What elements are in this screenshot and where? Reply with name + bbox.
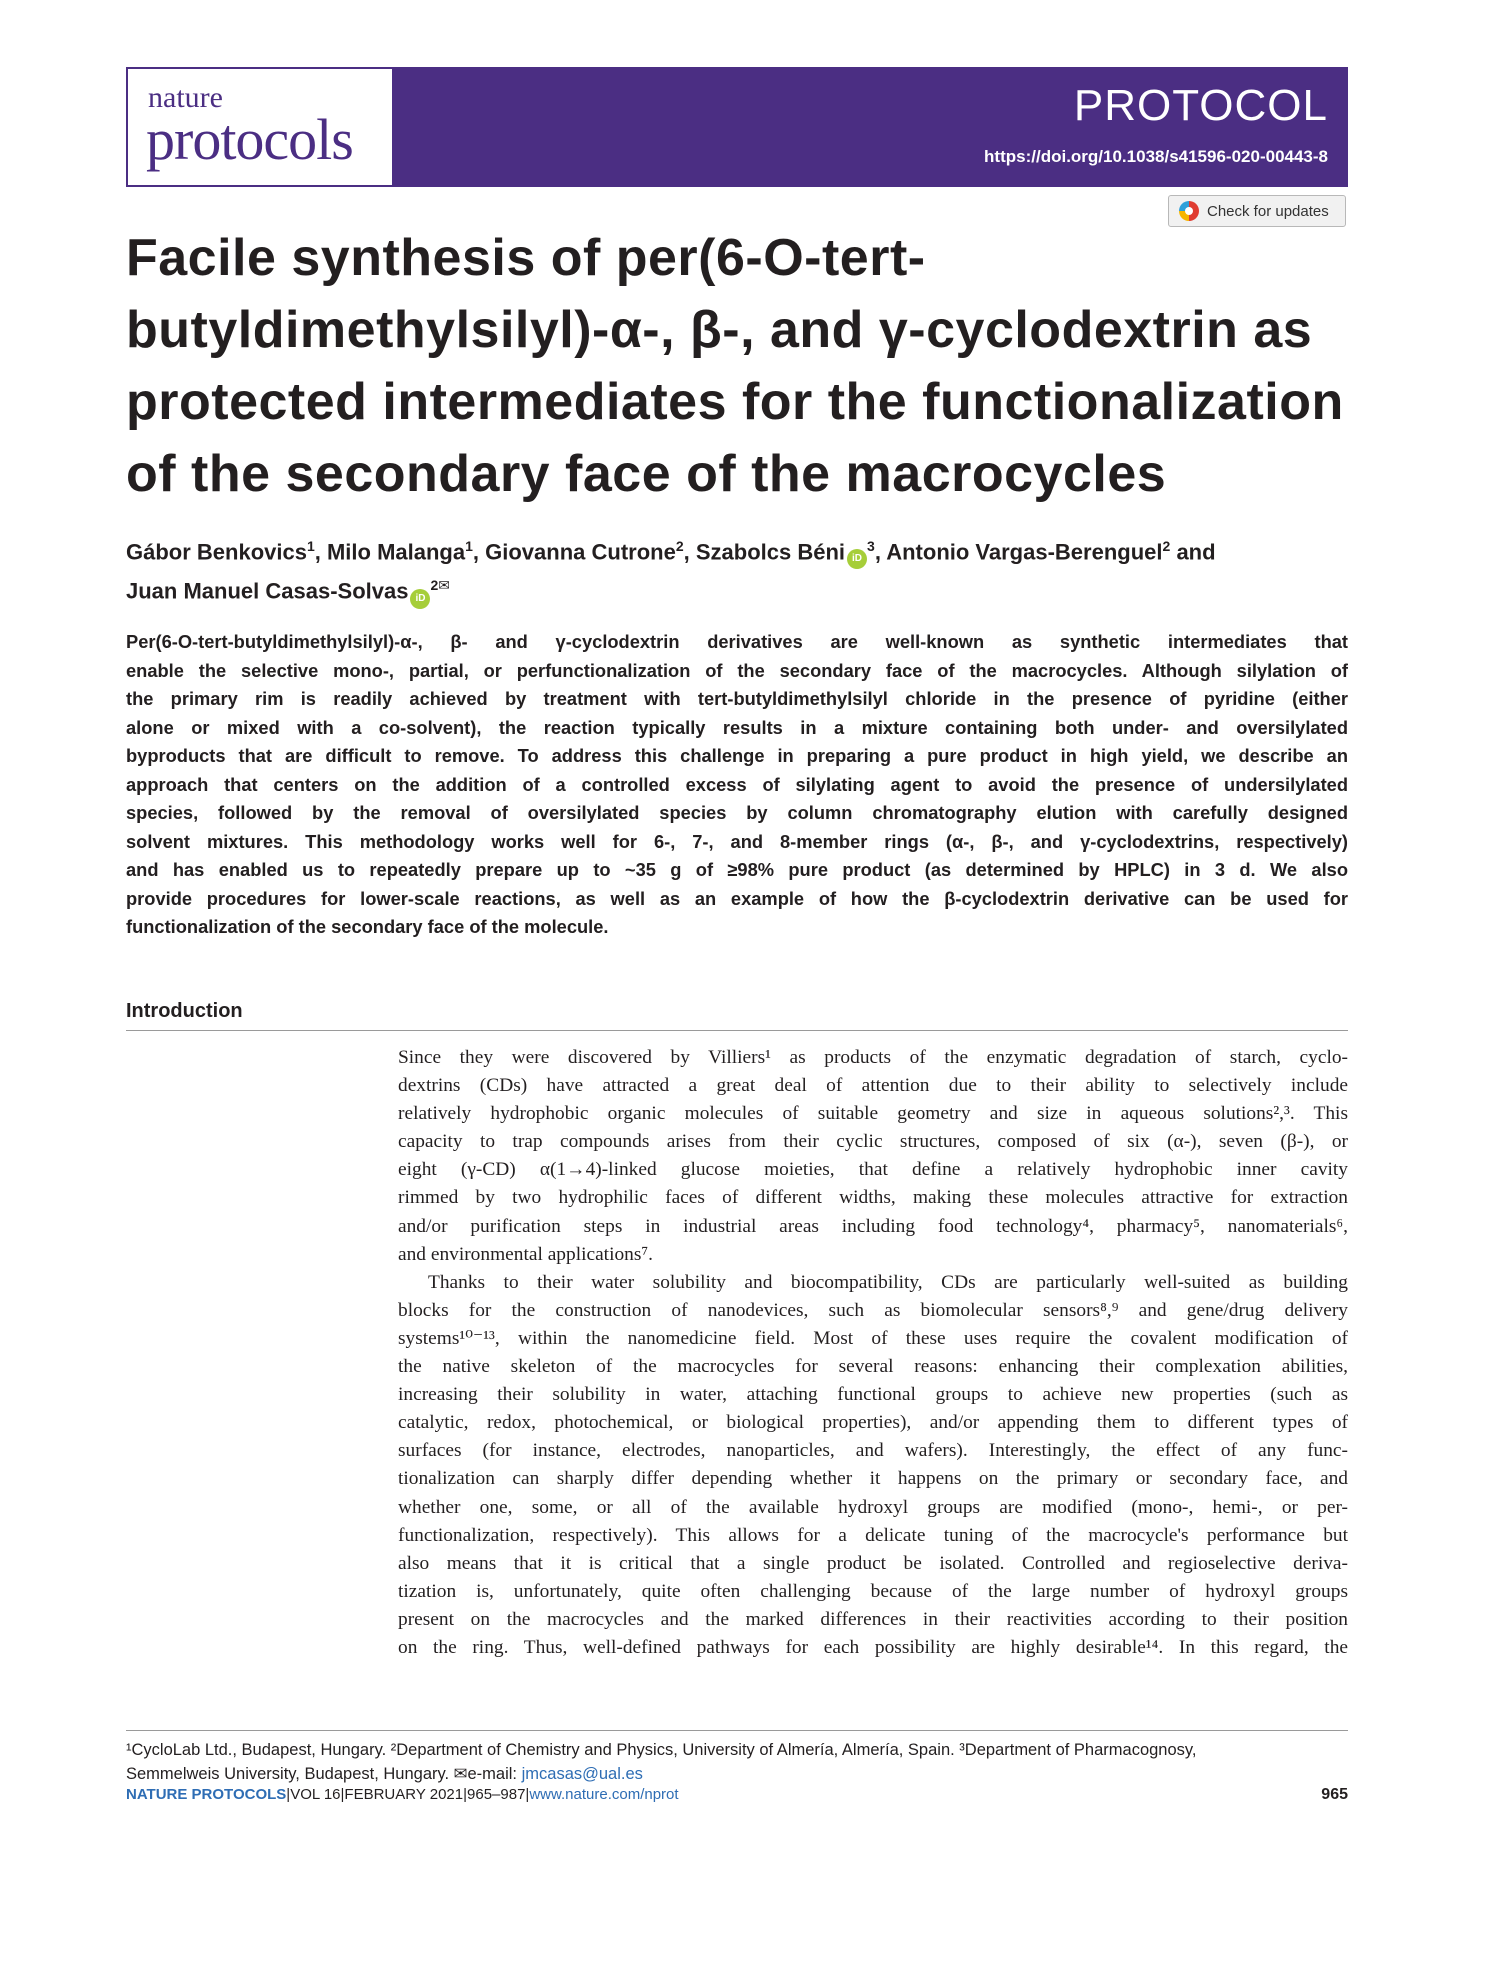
author-name[interactable]: Juan Manuel Casas-Solvas: [126, 578, 409, 604]
body-line: increasing their solubility in water, attaching functional groups to achieve new properties (such as: [398, 1384, 1348, 1406]
body-line: whether one, some, or all of the available hydroxyl groups are modified (mono-, hemi-, or per-: [398, 1496, 1348, 1518]
crossmark-icon: [1179, 201, 1199, 221]
body-line: surfaces (for instance, electrodes, nanoparticles, and wafers). Interestingly, the effect of any func-: [398, 1440, 1348, 1462]
author-name[interactable]: Milo Malanga: [326, 539, 466, 565]
article-title: [126, 222, 1356, 510]
affiliations-footnote: [126, 1738, 1348, 1786]
section-divider: [126, 1030, 1348, 1031]
orcid-icon[interactable]: iD: [847, 549, 867, 569]
abstract-line: byproducts that are difficult to remove. To address this challenge in preparing a pure product in high yield, we describe an: [126, 745, 1348, 766]
author-name[interactable]: Antonio Vargas-Berenguel: [886, 539, 1163, 565]
affiliation-mark: 2: [1162, 538, 1171, 554]
body-line: also means that it is critical that a single product be isolated. Controlled and regioselective deriva-: [398, 1552, 1348, 1574]
body-line: Thanks to their water solubility and biocompatibility, CDs are particularly well-suited as building: [428, 1271, 1348, 1293]
check-for-updates-label: Check for updates: [1207, 202, 1329, 220]
body-line: dextrins (CDs) have attracted a great deal of attention due to their ability to selectively include: [398, 1075, 1348, 1097]
abstract-line: and has enabled us to repeatedly prepare up to ~35 g of ≥98% pure product (as determined by HPLC) in 3 d. We also: [126, 859, 1348, 880]
email-link[interactable]: jmcasas@ual.es: [521, 1765, 643, 1783]
section-heading-introduction: Introduction: [126, 1000, 243, 1022]
author-conjunction: and: [1176, 539, 1216, 565]
footer-volume: VOL 16: [290, 1786, 341, 1803]
abstract-line: Per(6-O-tert-butyldimethylsilyl)-α-, β- and γ-cyclodextrin derivatives are well-known as synthetic intermediates that: [126, 631, 1348, 652]
body-line: functionalization, respectively). This allows for a delicate tuning of the macrocycle's performance but: [398, 1524, 1348, 1546]
body-line: eight (γ-CD) α(1→4)-linked glucose moieties, that define a relatively hydrophobic inner cavity: [398, 1159, 1348, 1181]
body-line: tization is, unfortunately, quite often challenging because of the large number of hydroxyl groups: [398, 1580, 1348, 1602]
affiliation-mark: 2: [675, 538, 684, 554]
footer-separator: |: [286, 1786, 291, 1803]
abstract-line: approach that centers on the addition of a controlled excess of silylating agent to avoid the presence of undersilylated: [126, 773, 1348, 795]
orcid-icon[interactable]: iD: [410, 589, 430, 609]
affiliation-mark: 1: [306, 538, 315, 554]
abstract-line: alone or mixed with a co-solvent), the reaction typically results in a mixture containing both under- and oversilylated: [126, 716, 1348, 738]
affiliation-mark: 3: [867, 538, 875, 554]
affiliation-mark: 1: [465, 538, 473, 554]
footer-journal: NATURE PROTOCOLS: [126, 1786, 287, 1803]
body-line: and environmental applications⁷.: [398, 1243, 653, 1265]
body-line: Since they were discovered by Villiers¹ as products of the enzymatic degradation of starch, cyclo-: [398, 1047, 1348, 1068]
author-name[interactable]: Szabolcs Béni: [695, 539, 846, 565]
author-name[interactable]: Giovanna Cutrone: [485, 539, 676, 565]
abstract-line: species, followed by the removal of oversilylated species by column chromatography elution with carefully designed: [126, 802, 1348, 823]
logo-protocols-text: protocols: [146, 107, 353, 172]
title-line: protected intermediates for the functionalization: [126, 373, 1344, 431]
footer-pages: 965–987: [467, 1786, 526, 1803]
author-name[interactable]: Gábor Benkovics: [126, 539, 307, 565]
affiliation-mark: 2: [430, 577, 439, 594]
abstract-line: functionalization of the secondary face of the molecule.: [126, 916, 609, 937]
doi-link[interactable]: https://doi.org/10.1038/s41596-020-00443-8: [984, 147, 1328, 166]
journal-logo: [126, 67, 394, 187]
footnote-text: Semmelweis University, Budapest, Hungary. ✉e-mail:: [126, 1765, 522, 1783]
journal-url-link[interactable]: www.nature.com/nprot: [529, 1786, 679, 1803]
page-footer: [126, 1786, 1348, 1803]
body-line: present on the macrocycles and the marked differences in their reactivities according to their position: [398, 1608, 1348, 1630]
logo-nature-text: nature: [148, 81, 223, 114]
abstract-line: provide procedures for lower-scale reactions, as well as an example of how the β-cyclodextrin derivative can be used for: [126, 887, 1348, 909]
body-text: [398, 1044, 1348, 1662]
body-line: blocks for the construction of nanodevices, such as biomolecular sensors⁸,⁹ and gene/drug delivery: [398, 1299, 1348, 1321]
body-line: relatively hydrophobic organic molecules of suitable geometry and size in aqueous solutions²,³. This: [398, 1103, 1348, 1125]
footer-separator: |: [463, 1786, 468, 1803]
abstract: [126, 628, 1348, 942]
footnote-divider: [126, 1730, 1348, 1731]
body-line: rimmed by two hydrophilic faces of different widths, making these molecules attractive for extraction: [398, 1187, 1348, 1209]
body-line: catalytic, redox, photochemical, or biological properties), and/or appending them to different types of: [398, 1412, 1348, 1434]
footer-separator: |: [525, 1786, 530, 1803]
footnote-line: ¹CycloLab Ltd., Budapest, Hungary. ²Department of Chemistry and Physics, University of Almería, Almería, Spain. ³Department of Pharmacognosy,: [126, 1741, 1197, 1759]
abstract-line: the primary rim is readily achieved by treatment with tert-butyldimethylsilyl chloride in the presence of pyridine (either: [126, 688, 1348, 709]
footnote-line: [126, 1762, 1348, 1786]
body-line: and/or purification steps in industrial areas including food technology⁴, pharmacy⁵, nanomaterials⁶,: [398, 1215, 1348, 1237]
body-line: capacity to trap compounds arises from their cyclic structures, composed of six (α-), seven (β-), or: [398, 1131, 1348, 1153]
title-line: Facile synthesis of per(6-O-tert-: [126, 229, 926, 287]
body-line: the native skeleton of the macrocycles for several reasons: enhancing their complexation abilities,: [398, 1356, 1348, 1378]
abstract-line: solvent mixtures. This methodology works well for 6-, 7-, and 8-member rings (α-, β-, and γ-cyclodextrins, respectively): [126, 830, 1348, 852]
abstract-line: enable the selective mono-, partial, or perfunctionalization of the secondary face of the macrocycles. Although silylation of: [126, 659, 1348, 681]
section-label: PROTOCOL: [1073, 81, 1328, 130]
body-line: on the ring. Thus, well-defined pathways for each possibility are highly desirable¹⁴. In this regard, the: [398, 1636, 1348, 1658]
author-list: Gábor Benkovics$^1$, Milo Malanga$^1$, Giovanna Cutrone$^2$, Szabolcs Béni $iD^3$, Antonio Vargas-Berenguel$^2$ and Juan Manuel Casas-Solvas $iD^{2✉}$: [126, 530, 1356, 609]
title-line: of the secondary face of the macrocycles: [126, 445, 1167, 503]
footer-separator: |: [340, 1786, 345, 1803]
title-line: butyldimethylsilyl)-α-, β-, and γ-cyclodextrin as: [126, 301, 1313, 359]
page-number: 965: [1321, 1786, 1348, 1803]
footer-date: FEBRUARY 2021: [344, 1786, 464, 1803]
mail-icon[interactable]: ✉: [438, 577, 450, 594]
body-line: tionalization can sharply differ depending whether it happens on the primary or secondary face, and: [398, 1468, 1348, 1490]
body-line: systems¹⁰⁻¹³, within the nanomedicine field. Most of these uses require the covalent modification of: [398, 1327, 1348, 1349]
